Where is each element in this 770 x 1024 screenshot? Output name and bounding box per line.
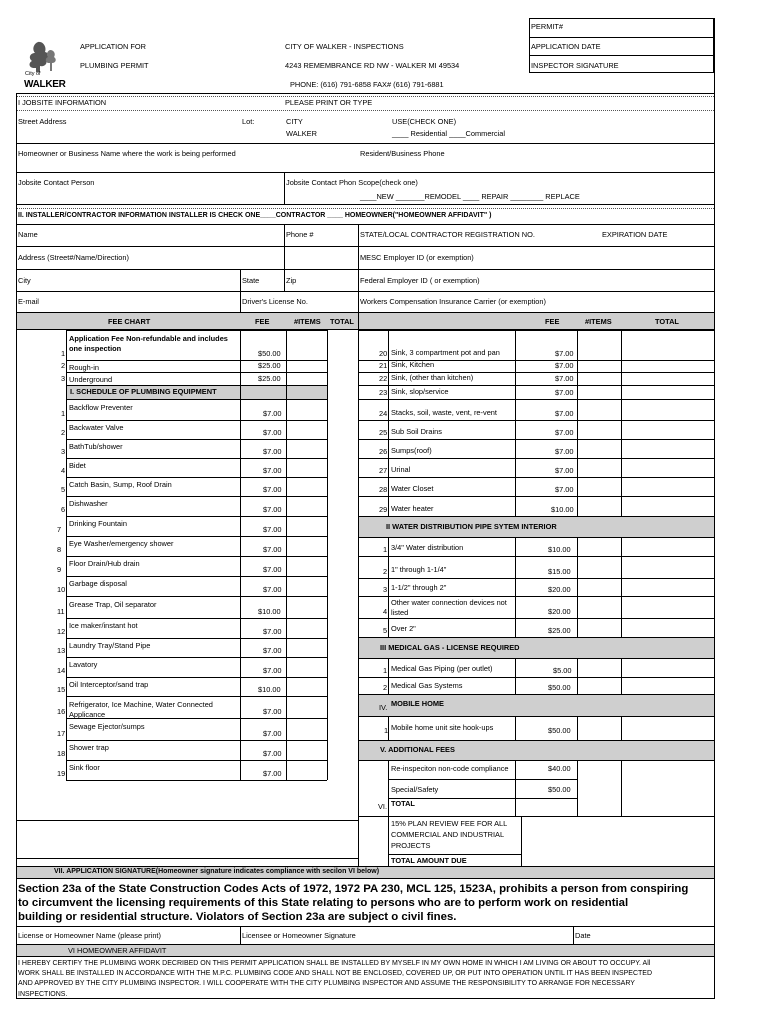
affidavit-line1: I HEREBY CERTIFY THE PLUMBING WORK DECRIBED ON THIS PERMIT APPLICATION SHALL BE INSTALLED BY MYSELF IN MY OWN HOME IN WHICH I AM LIVING OR ABOUT TO OCCUPY. All	[18, 960, 651, 967]
water-row-fee: $20.00	[548, 585, 571, 594]
fee-row-amount: $7.00	[263, 707, 282, 716]
fee-row-amount: $7.00	[263, 505, 282, 514]
fee-row-label: Stacks, soil, waste, vent, re-vent	[391, 408, 497, 417]
fee-row-label: Grease Trap, Oil separator	[69, 600, 157, 609]
fee-row-number: 16	[57, 707, 66, 716]
total-roman: VI.	[378, 802, 388, 811]
total-amount-due-label: TOTAL AMOUNT DUE	[391, 856, 467, 865]
items-input-cell[interactable]	[578, 373, 620, 384]
fee-row-amount: $7.00	[263, 409, 282, 418]
items-input-cell[interactable]	[578, 717, 620, 739]
fee-row-amount: $7.00	[555, 447, 574, 456]
fee-row-amount: $7.00	[263, 485, 282, 494]
city-label: CITY	[286, 117, 303, 126]
fee-row-label: Water Closet	[391, 484, 434, 493]
fee-row-number: 21	[379, 361, 388, 370]
fee-row-amount: $7.00	[263, 769, 282, 778]
fee-row-amount: $7.00	[263, 646, 282, 655]
fee-row-amount: $10.00	[551, 505, 574, 514]
fee-row-amount: $7.00	[263, 447, 282, 456]
workers-comp-field[interactable]: Workers Compensation Insurance Carrier (or exemption)	[360, 297, 546, 306]
total-amount-input[interactable]	[522, 817, 712, 865]
fee-row-label: Laundry Tray/Stand Pipe	[69, 641, 151, 650]
items-input-cell[interactable]	[287, 658, 326, 676]
fee-row-amount: $7.00	[555, 409, 574, 418]
fee-row-number: 1	[61, 409, 66, 418]
water-row-label: 1-1/2" through 2"	[391, 583, 447, 592]
special-safety-label: Special/Safety	[391, 785, 439, 794]
items-input-cell[interactable]	[287, 361, 326, 371]
lot-label[interactable]: Lot:	[242, 117, 255, 126]
fee-row-label: Application Fee Non-refundable and includes one inspection	[69, 334, 228, 353]
fee-row-label: Sewage Ejector/sumps	[69, 722, 145, 731]
water-row-fee: $15.00	[548, 567, 571, 576]
items-input-cell[interactable]	[578, 678, 620, 693]
items-input-cell[interactable]	[578, 659, 620, 676]
water-row-number: 4	[383, 607, 388, 616]
fee-row-number: 29	[379, 505, 388, 514]
total-header-left: TOTAL	[330, 317, 354, 326]
water-distribution-title: II WATER DISTRIBUTION PIPE SYTEM INTERIOR	[386, 522, 557, 531]
fee-row-number: 17	[57, 729, 66, 738]
fee-row-label: Shower trap	[69, 743, 109, 752]
fee-row-label: Eye Washer/emergency shower	[69, 539, 174, 548]
drivers-license-field[interactable]: Driver's License No.	[242, 297, 308, 306]
fee-row-amount: $7.00	[263, 545, 282, 554]
contractor-name-field[interactable]: Name	[18, 230, 38, 239]
items-input-cell[interactable]	[578, 459, 620, 476]
water-row-label: 3/4" Water distribution	[391, 543, 464, 552]
special-safety-fee: $50.00	[548, 785, 571, 794]
items-input-cell[interactable]	[287, 537, 326, 555]
items-input-cell[interactable]	[287, 421, 326, 438]
fee-row-number: 20	[379, 349, 388, 358]
fee-row-amount: $7.00	[263, 585, 282, 594]
fee-row-label: Drinking Fountain	[69, 519, 127, 528]
fee-row-label: Sink floor	[69, 763, 100, 772]
items-input-cell[interactable]	[287, 697, 326, 717]
fee-row-amount: $7.00	[555, 374, 574, 383]
fee-row-number: 1	[61, 349, 66, 358]
items-input-cell[interactable]	[287, 577, 326, 595]
street-address-label[interactable]: Street Address	[18, 117, 67, 126]
items-input-cell[interactable]	[287, 639, 326, 656]
items-header-left: #ITEMS	[294, 317, 321, 326]
fee-row-number: 9	[57, 565, 62, 574]
signature-date-field[interactable]: Date	[575, 931, 591, 940]
fee-row-label: Sink, (other than kitchen)	[391, 373, 474, 382]
contractor-state-field[interactable]: State	[242, 276, 260, 285]
total-header-right: TOTAL	[655, 317, 679, 326]
licensee-name-field[interactable]: License or Homeowner Name (please print)	[18, 931, 161, 940]
fee-row-amount: $25.00	[258, 374, 281, 383]
fee-row-label: Sub Soil Drains	[391, 427, 442, 436]
items-input-cell[interactable]	[287, 597, 326, 617]
signature-section-title: VII. APPLICATION SIGNATURE(Homeowner signature indicates compliance with secilon VI below)	[54, 868, 380, 875]
items-input-cell[interactable]	[287, 678, 326, 695]
reinspection-label: Re-inspeciton non-code compliance	[391, 764, 509, 773]
items-input-cell[interactable]	[287, 761, 326, 779]
fee-row-label: Sink, 3 compartment pot and pan	[391, 348, 500, 357]
fee-row-number: 22	[379, 374, 388, 383]
section23-line2: to circumvent the licensing requirements of this State relating to persons who are to perform work on residential	[18, 897, 629, 909]
items-input-cell[interactable]	[287, 478, 326, 495]
fee-row-label: Ice maker/instant hot	[69, 621, 138, 630]
jobsite-contact-field[interactable]: Jobsite Contact Person	[18, 178, 95, 187]
plumbing-permit-label: PLUMBING PERMIT	[80, 61, 149, 70]
section23-line1: Section 23a of the State Construction Codes Acts of 1972, 1972 PA 230, MCL 125, 1523A, prohibits a person from conspiring	[18, 883, 689, 895]
water-row-number: 5	[383, 626, 388, 635]
items-input-cell[interactable]	[287, 373, 326, 384]
items-input-cell[interactable]	[578, 579, 620, 595]
fee-row-label: Backwater Valve	[69, 423, 124, 432]
items-input-cell[interactable]	[578, 478, 620, 495]
scope-checks[interactable]: ____NEW _______REMODEL ____ REPAIR ________ REPLACE	[360, 192, 580, 201]
fee-row-amount: $7.00	[555, 466, 574, 475]
water-row-fee: $25.00	[548, 626, 571, 635]
fee-row-number: 11	[57, 607, 65, 616]
items-input-cell[interactable]	[287, 440, 326, 457]
items-input-cell[interactable]	[578, 400, 620, 419]
fee-row-label: Lavatory	[69, 660, 98, 669]
fee-row-amount: $7.00	[263, 565, 282, 574]
mobile-fee: $50.00	[548, 726, 571, 735]
logo-small-text: City of	[25, 71, 41, 77]
fee-row-label: Garbage disposal	[69, 579, 127, 588]
fee-row-number: 15	[57, 685, 66, 694]
fee-header-right: FEE	[545, 317, 560, 326]
fee-row-number: 6	[61, 505, 66, 514]
fee-row-number: 23	[379, 388, 388, 397]
items-input-cell[interactable]	[287, 497, 326, 515]
fee-row-amount: $7.00	[263, 627, 282, 636]
items-input-cell[interactable]	[578, 421, 620, 438]
contractor-section-title: II. INSTALLER/CONTRACTOR INFORMATION INSTALLER IS CHECK ONE____CONTRACTOR ____ HOMEOWNER("HOMEOWNER AFFIDAVIT" )	[18, 212, 492, 219]
items-input-cell[interactable]	[287, 517, 326, 535]
fee-row-label: Sumps(roof)	[391, 446, 432, 455]
fee-row-number: 25	[379, 428, 388, 437]
fee-row-amount: $7.00	[263, 525, 282, 534]
medical-row-label: Medical Gas Piping (per outlet)	[391, 664, 493, 673]
water-row-number: 2	[383, 567, 388, 576]
affidavit-line3: AND APPROVED BY THE CITY PLUMBING INSPECTOR. I WILL COOPERATE WITH THE CITY PLUMBING INSPECTOR AND ASSUME THE RESPONSIBILITY TO ARRANGE FOR NECESSARY	[18, 980, 635, 987]
items-input-cell[interactable]	[287, 331, 326, 359]
fee-row-amount: $7.00	[263, 749, 282, 758]
plan-review-label: 15% PLAN REVIEW FEE FOR ALL COMMERCIAL AND INDUSTRIAL PROJECTS	[391, 819, 507, 850]
fee-row-number: 12	[57, 627, 66, 636]
affidavit-line4: INSPECTIONS.	[18, 991, 68, 998]
mobile-num: 1	[384, 726, 389, 735]
additional-fees-title: V. ADDITIONAL FEES	[380, 745, 455, 754]
items-header-right: #ITEMS	[585, 317, 612, 326]
fee-row-label: Underground	[69, 375, 113, 384]
fee-row-label: Bidet	[69, 461, 86, 470]
fee-row-amount: $7.00	[263, 428, 282, 437]
fee-row-label: BathTub/shower	[69, 442, 123, 451]
fee-row-number: 18	[57, 749, 66, 758]
fee-row-label: Refrigerator, Ice Machine, Water Connected Applicance	[69, 700, 213, 719]
items-input-cell[interactable]	[287, 619, 326, 637]
fee-row-amount: $7.00	[555, 361, 574, 370]
items-input-cell[interactable]	[578, 440, 620, 457]
medical-row-fee: $5.00	[553, 666, 572, 675]
fee-row-label: Backflow Preventer	[69, 402, 133, 412]
fee-row-amount: $10.00	[258, 685, 281, 694]
fee-row-number: 8	[57, 545, 62, 554]
items-input-cell[interactable]	[287, 459, 326, 476]
fee-row-number: 2	[61, 428, 66, 437]
water-row-label: Other water connection devices not listed	[391, 598, 507, 617]
medical-gas-title: III MEDICAL GAS - LICENSE REQUIRED	[380, 643, 520, 652]
fee-row-amount: $7.00	[263, 729, 282, 738]
fee-row-amount: $50.00	[258, 349, 281, 358]
permit-number-label: PERMIT#	[531, 22, 564, 31]
water-row-number: 3	[383, 585, 388, 594]
fee-row-number: 2	[61, 361, 66, 370]
resident-phone-field[interactable]: Resident/Business Phone	[360, 149, 445, 158]
water-row-fee: $10.00	[548, 545, 571, 554]
fee-row-label: Rough-in	[69, 363, 99, 372]
water-row-label: Over 2"	[391, 624, 416, 633]
fee-row-number: 27	[379, 466, 388, 475]
section23-line3: building or residential structure. Violators of Section 23a are subject o civil fines.	[18, 911, 457, 923]
fee-row-number: 26	[379, 447, 388, 456]
fee-row-number: 13	[57, 646, 66, 655]
reinspection-fee: $40.00	[548, 764, 571, 773]
fee-row-amount: $25.00	[258, 361, 281, 370]
water-row-label: 1" through 1-1/4"	[391, 565, 447, 574]
homeowner-name-field[interactable]: Homeowner or Business Name where the work is being performed	[18, 149, 236, 158]
water-row-fee: $20.00	[548, 607, 571, 616]
affidavit-line2: WORK SHALL BE INSTALLED IN ACCORDANCE WITH THE M.P.C. PLUMBING CODE AND SHALL NOT BE ENCLOSED, COVERED UP, OR PUT INTO OPERATION UNTIL IT HAS BEEN INSPECTED	[18, 970, 653, 977]
fee-row-number: 7	[57, 525, 62, 534]
use-check-label: USE(CHECK ONE)	[392, 117, 457, 126]
affidavit-title: VI HOMEOWNER AFFIDAVIT	[68, 946, 167, 955]
fee-row-number: 4	[61, 466, 66, 475]
items-input-cell[interactable]	[578, 761, 620, 815]
items-input-cell[interactable]	[578, 619, 620, 636]
fee-row-number: 5	[61, 485, 66, 494]
fee-row-label: Urinal	[391, 465, 411, 474]
fee-row-number: 24	[379, 409, 388, 418]
fee-row-label: Floor Drain/Hub drain	[69, 559, 140, 568]
contractor-city-field[interactable]: City	[18, 276, 31, 285]
medical-row-label: Medical Gas Systems	[391, 681, 463, 690]
fee-row-label: Sink, Kitchen	[391, 360, 435, 369]
fee-row-label: Oil Interceptor/sand trap	[69, 680, 149, 689]
application-date-label: APPLICATION DATE	[531, 42, 601, 51]
fee-row-label: Catch Basin, Sump, Roof Drain	[69, 480, 172, 489]
contractor-email-field[interactable]: E-mail	[18, 297, 39, 306]
items-input-cell[interactable]	[578, 557, 620, 577]
medical-row-number: 1	[383, 666, 388, 675]
fee-row-number: 10	[57, 585, 66, 594]
fee-row-number: 28	[379, 485, 388, 494]
registration-number-field[interactable]: STATE/LOCAL CONTRACTOR REGISTRATION NO.	[360, 230, 535, 239]
medical-row-fee: $50.00	[548, 683, 571, 692]
fee-row-number: 14	[57, 666, 66, 675]
fee-row-number: 3	[61, 374, 66, 383]
fee-header-left: FEE	[255, 317, 270, 326]
items-input-cell[interactable]	[287, 557, 326, 575]
fee-row-label: Water heater	[391, 504, 434, 513]
items-input-cell[interactable]	[578, 361, 620, 371]
residential-commercial-checks[interactable]: ____ Residential ____Commercial	[392, 129, 505, 138]
water-row-number: 1	[383, 545, 388, 554]
application-for-label: APPLICATION FOR	[80, 42, 146, 51]
mobile-label: Mobile home unit site hook-ups	[391, 723, 494, 732]
jobsite-contact-phone-field[interactable]: Jobsite Contact Phon Scope(check one)	[286, 178, 418, 187]
items-input-cell[interactable]	[578, 538, 620, 555]
fee-row-label: Dishwasher	[69, 499, 108, 508]
fee-row-amount: $10.00	[258, 607, 281, 616]
fee-row-amount: $7.00	[555, 349, 574, 358]
contractor-address-field[interactable]: Address (Street#/Name/Direction)	[18, 253, 129, 262]
city-walker-value: WALKER	[286, 129, 317, 138]
logo-walker-text: WALKER	[24, 79, 66, 90]
medical-row-number: 2	[383, 683, 388, 692]
items-input-cell[interactable]	[287, 400, 326, 419]
mobile-roman: IV.	[379, 703, 388, 712]
total-label: TOTAL	[391, 799, 415, 808]
fee-chart-header: FEE CHART	[108, 317, 151, 326]
fee-row-amount: $7.00	[555, 388, 574, 397]
inspector-signature-label: INSPECTOR SIGNATURE	[531, 61, 619, 70]
items-input-cell[interactable]	[578, 386, 620, 398]
please-print-label: PLEASE PRINT OR TYPE	[285, 98, 373, 107]
items-input-cell[interactable]	[578, 597, 620, 617]
city-phone: PHONE: (616) 791-6858 FAX# (616) 791-6881	[290, 80, 444, 89]
city-address: 4243 REMEMBRANCE RD NW - WALKER MI 49534	[285, 61, 460, 70]
mobile-home-title: MOBILE HOME	[391, 699, 444, 708]
licensee-signature-field[interactable]: Licensee or Homeowner Signature	[242, 931, 356, 940]
items-input-cell[interactable]	[578, 497, 620, 515]
contractor-zip-field[interactable]: Zip	[286, 276, 297, 285]
fee-row-amount: $7.00	[263, 466, 282, 475]
jobsite-section-title: I JOBSITE INFORMATION	[18, 98, 107, 107]
city-name: CITY OF WALKER - INSPECTIONS	[285, 42, 404, 51]
fee-row-amount: $7.00	[555, 428, 574, 437]
contractor-phone-field[interactable]: Phone #	[286, 230, 314, 239]
items-input-cell[interactable]	[287, 719, 326, 739]
expiration-date-field[interactable]: EXPIRATION DATE	[602, 230, 668, 239]
fee-row-amount: $7.00	[555, 485, 574, 494]
items-input-cell[interactable]	[578, 331, 620, 359]
fee-row-number: 3	[61, 447, 66, 456]
mesc-employer-field[interactable]: MESC Employer ID (or exemption)	[360, 253, 474, 262]
fee-row-number: 19	[57, 769, 66, 778]
schedule-title: I. SCHEDULE OF PLUMBING EQUIPMENT	[70, 387, 217, 396]
fee-row-label: Sink, slop/service	[391, 387, 449, 396]
federal-employer-field[interactable]: Federal Employer ID ( or exemption)	[360, 276, 480, 285]
fee-row-amount: $7.00	[263, 666, 282, 675]
items-input-cell[interactable]	[287, 741, 326, 759]
